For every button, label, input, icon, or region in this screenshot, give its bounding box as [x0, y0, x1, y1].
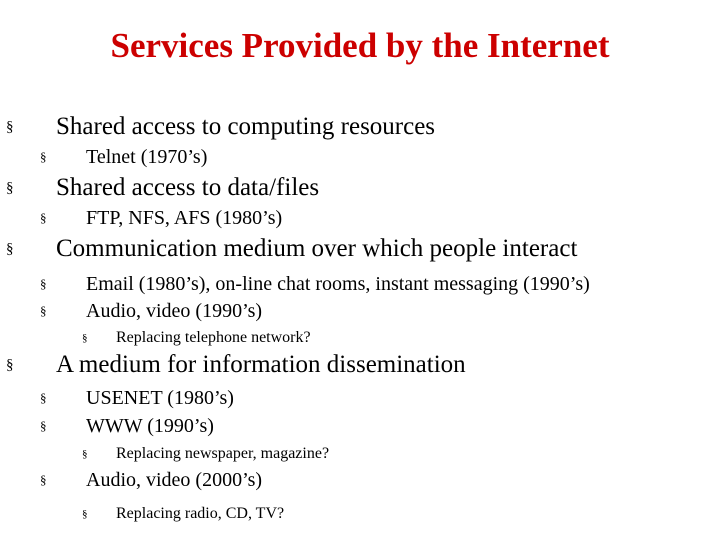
bullet-icon: §: [6, 180, 14, 196]
bullet-text: Replacing telephone network?: [116, 329, 311, 346]
bullet-icon: §: [40, 303, 47, 318]
bullet-icon: §: [40, 210, 47, 225]
bullet-text: Email (1980’s), on-line chat rooms, instant messaging (1990’s): [86, 273, 590, 295]
bullet-text: USENET (1980’s): [86, 387, 234, 409]
bullet-text: Shared access to computing resources: [56, 113, 436, 140]
bullet-icon: §: [6, 357, 14, 373]
bullet-icon: §: [40, 276, 47, 291]
bullet-icon: §: [82, 332, 88, 344]
bullet-text: WWW (1990’s): [86, 415, 214, 437]
bullet-icon: §: [6, 119, 14, 135]
bullet-text: Replacing radio, CD, TV?: [116, 505, 285, 522]
bullet-text: Audio, video (1990’s): [86, 300, 263, 322]
bullet-icon: §: [82, 508, 88, 520]
bullet-text: Telnet (1970’s): [86, 146, 208, 168]
bullet-text: A medium for information dissemination: [56, 351, 466, 378]
slide-title: Services Provided by the Internet: [110, 26, 610, 65]
bullet-icon: §: [40, 149, 47, 164]
bullet-text: Replacing newspaper, magazine?: [116, 445, 330, 462]
bullet-icon: §: [40, 390, 47, 405]
bullet-icon: §: [40, 472, 47, 487]
bullet-icon: §: [82, 448, 88, 460]
bullet-text: Audio, video (2000’s): [86, 469, 263, 491]
bullet-text: Communication medium over which people interact: [56, 235, 578, 262]
bullet-icon: §: [40, 418, 47, 433]
bullet-text: FTP, NFS, AFS (1980’s): [86, 207, 283, 229]
bullet-text: Shared access to data/files: [56, 174, 320, 201]
bullet-icon: §: [6, 241, 14, 257]
